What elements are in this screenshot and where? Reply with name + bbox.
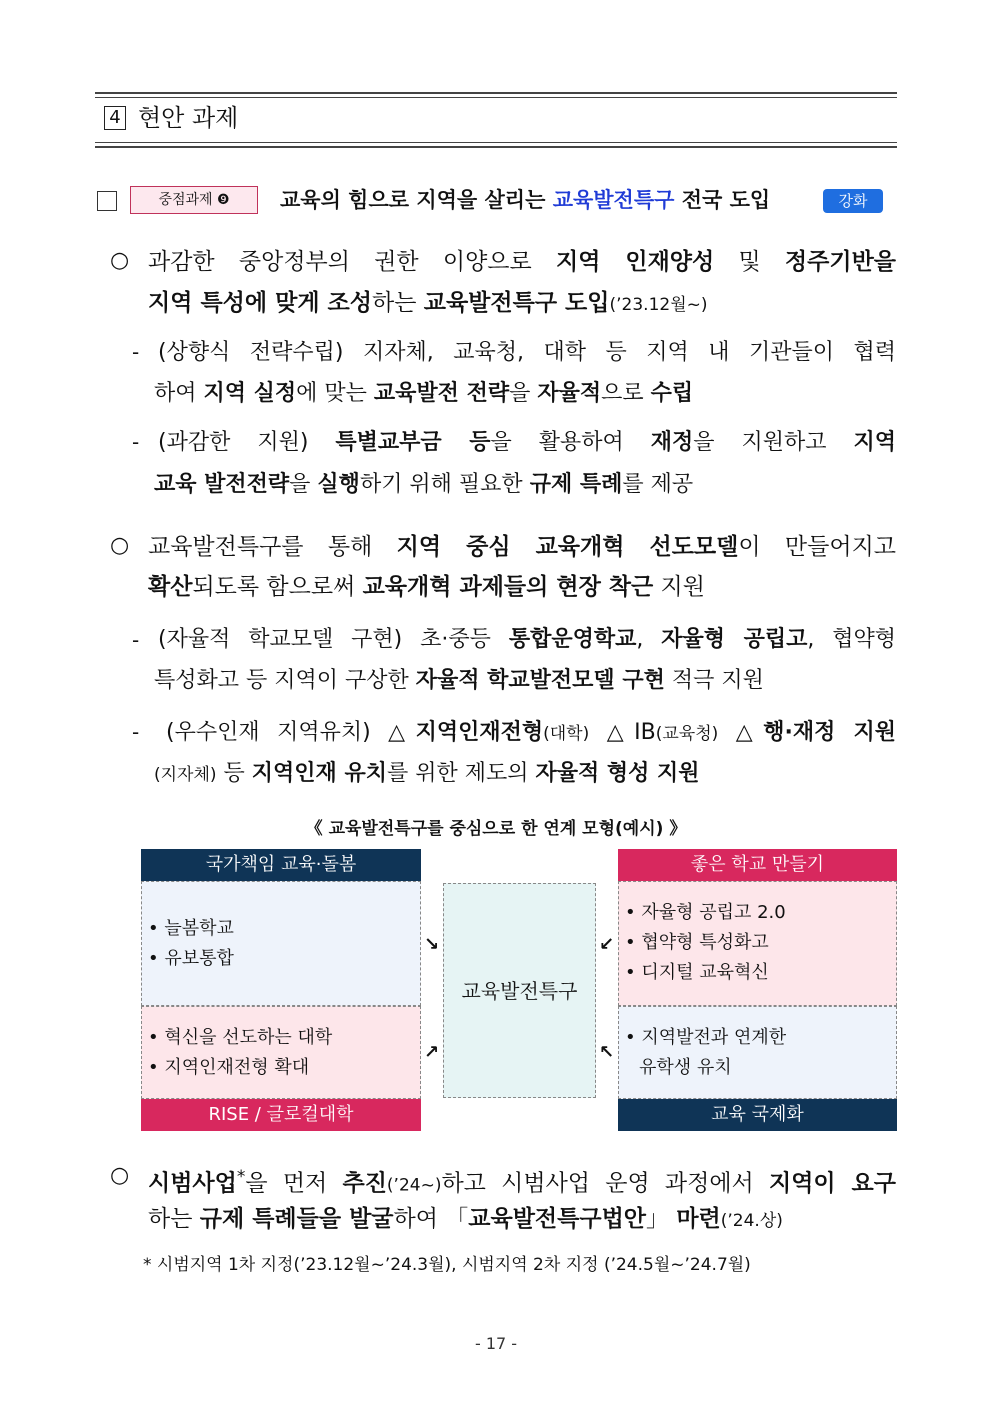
bullet-icon: ○ bbox=[110, 248, 130, 273]
checkbox-icon bbox=[97, 191, 117, 211]
bullet-icon: ○ bbox=[110, 1163, 130, 1188]
arrow-down-left-icon: ↙ bbox=[599, 934, 615, 955]
list-item: • 디지털 교육혁신 bbox=[625, 962, 769, 983]
list-item: • 혁신을 선도하는 대학 bbox=[148, 1027, 333, 1048]
para3-line2: 하는 규제 특례들을 발굴하여 「교육발전특구법안」 마련(’24.상) bbox=[148, 1206, 783, 1232]
list-item: 유학생 유치 bbox=[639, 1057, 732, 1078]
diagram-top-left-box bbox=[141, 881, 421, 1006]
para2-sub2-line1: (우수인재 지역유치) △지역인재전형(대학) △IB(교육청) △행·재정 지원 bbox=[166, 720, 897, 745]
list-item: • 자율형 공립고 2.0 bbox=[625, 902, 786, 923]
para2-line2: 확산되도록 함으로써 교육개혁 과제들의 현장 착근 지원 bbox=[148, 574, 705, 600]
diagram-bottom-right-box bbox=[618, 1006, 897, 1099]
diagram-bottom-left-box bbox=[141, 1006, 421, 1099]
list-item: • 지역발전과 연계한 bbox=[625, 1027, 787, 1048]
diagram-center-box: 교육발전특구 bbox=[443, 883, 596, 1098]
section-rule-top bbox=[95, 92, 897, 94]
bullet-icon: ○ bbox=[110, 533, 130, 558]
page-number: - 17 - bbox=[474, 1334, 518, 1353]
para1-sub1-line2: 하여 지역 실정에 맞는 교육발전 전략을 자율적으로 수립 bbox=[154, 381, 694, 406]
para2-sub1-line2: 특성화고 등 지역이 구상한 자율적 학교발전모델 구현 적극 지원 bbox=[154, 668, 764, 693]
diagram-bottom-right-header: 교육 국제화 bbox=[618, 1099, 897, 1131]
section-rule-bottom-thin bbox=[95, 142, 897, 143]
task-title: 교육의 힘으로 지역을 살리는 교육발전특구 전국 도입 bbox=[280, 188, 771, 212]
dash-icon: - bbox=[132, 340, 140, 364]
section-number: 4 bbox=[104, 106, 126, 130]
list-item: • 협약형 특성화고 bbox=[625, 932, 769, 953]
list-item: • 늘봄학교 bbox=[148, 918, 234, 939]
dash-icon: - bbox=[132, 628, 140, 652]
section-rule-top-thin bbox=[95, 97, 897, 98]
task-badge: 중점과제 ❾ bbox=[130, 186, 258, 214]
arrow-up-right-icon: ↗ bbox=[424, 1042, 440, 1063]
para2-sub1-line1: (자율적 학교모델 구현) 초·중등 통합운영학교, 자율형 공립고, 협약형 bbox=[158, 627, 896, 652]
diagram-title: 《 교육발전특구를 중심으로 한 연계 모형(예시) 》 bbox=[305, 819, 687, 839]
para1-sub2-line2: 교육 발전전략을 실행하기 위해 필요한 규제 특례를 제공 bbox=[154, 472, 694, 497]
para1-sub2-line1: (과감한 지원) 특별교부금 등을 활용하여 재정을 지원하고 지역 bbox=[158, 430, 897, 455]
dash-icon: - bbox=[132, 430, 140, 454]
list-item: • 유보통합 bbox=[148, 948, 234, 969]
diagram-bottom-left-header: RISE / 글로컬대학 bbox=[141, 1099, 421, 1131]
section-rule-bottom bbox=[95, 146, 897, 148]
arrow-down-right-icon: ↘ bbox=[424, 934, 440, 955]
para1-sub1-line1: (상향식 전략수립) 지자체, 교육청, 대학 등 지역 내 기관들이 협력 bbox=[158, 340, 896, 365]
diagram-top-left-header: 국가책임 교육·돌봄 bbox=[141, 849, 421, 881]
task-tag: 강화 bbox=[823, 189, 883, 213]
para3-line1: 시범사업*을 먼저 추진(’24~)하고 시범사업 운영 과정에서 지역이 요구 bbox=[148, 1167, 896, 1197]
diagram-top-right-box bbox=[618, 881, 897, 1006]
arrow-up-left-icon: ↖ bbox=[599, 1042, 615, 1063]
dash-icon: - bbox=[132, 720, 140, 744]
para1-line2: 지역 특성에 맞게 조성하는 교육발전특구 도입(’23.12월~) bbox=[148, 290, 708, 316]
footnote: * 시범지역 1차 지정(’23.12월~’24.3월), 시범지역 2차 지정 (’24.5월~’24.7월) bbox=[143, 1255, 751, 1275]
diagram-top-right-header: 좋은 학교 만들기 bbox=[618, 849, 897, 881]
list-item: • 지역인재전형 확대 bbox=[148, 1057, 310, 1078]
para1-line1: 과감한 중앙정부의 권한 이양으로 지역 인재양성 및 정주기반을 bbox=[148, 249, 897, 275]
para2-sub2-line2: (지자체) 등 지역인재 유치를 위한 제도의 자율적 형성 지원 bbox=[154, 761, 700, 786]
section-title: 현안 과제 bbox=[138, 104, 239, 132]
para2-line1: 교육발전특구를 통해 지역 중심 교육개혁 선도모델이 만들어지고 bbox=[148, 534, 897, 560]
